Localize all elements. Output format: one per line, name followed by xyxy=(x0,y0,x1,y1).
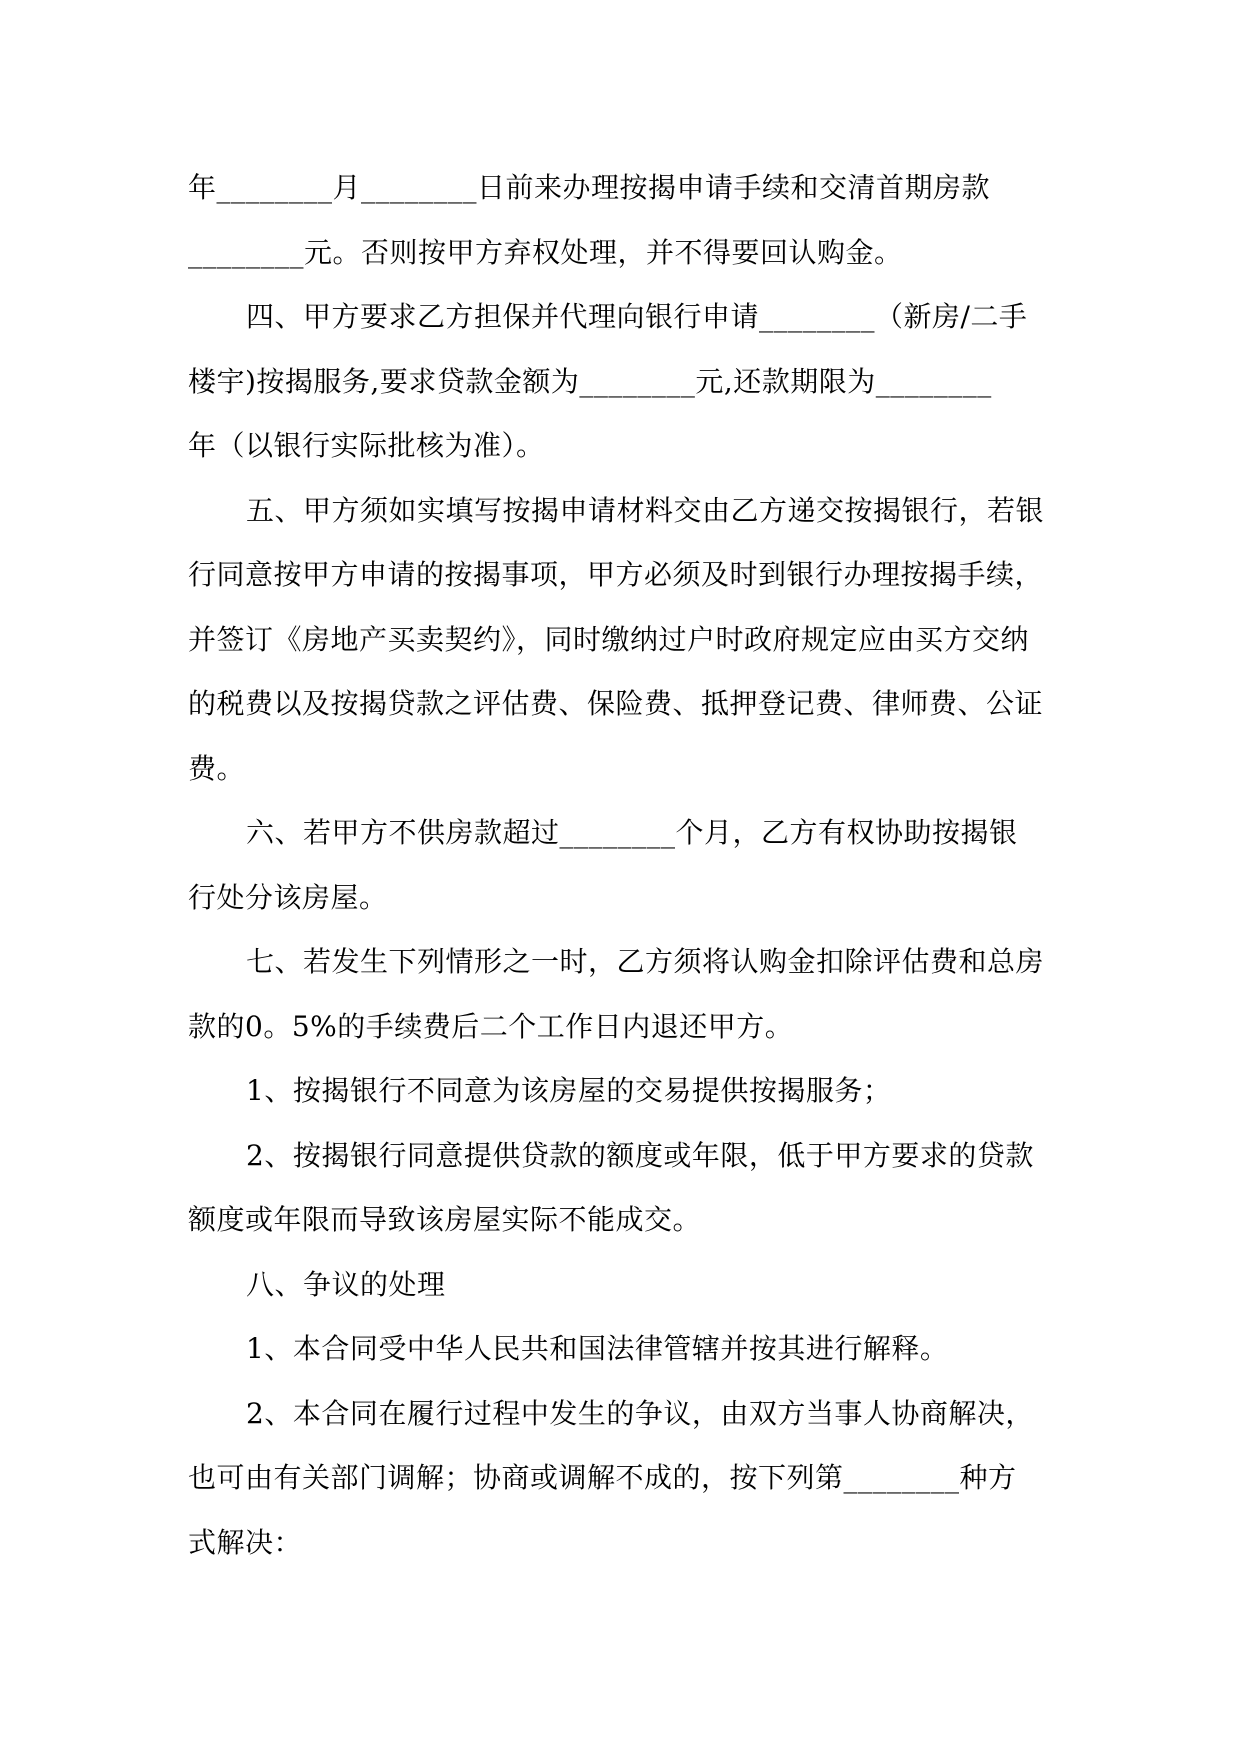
text-line: 楼宇)按揭服务,要求贷款金额为________元,还款期限为________ xyxy=(188,364,992,398)
text-line: 四、甲方要求乙方担保并代理向银行申请________（新房/二手 xyxy=(246,300,1028,333)
text-line: 年________月________日前来办理按揭申请手续和交清首期房款 xyxy=(188,171,991,204)
text-line: 行处分该房屋。 xyxy=(188,880,388,914)
contract-body xyxy=(188,156,1058,1575)
text-line: 也可由有关部门调解；协商或调解不成的，按下列第________种方 xyxy=(188,1461,1017,1494)
text-line: ________元。否则按甲方弃权处理，并不得要回认购金。 xyxy=(188,235,903,269)
text-line: 1、本合同受中华人民共和国法律管辖并按其进行解释。 xyxy=(246,1332,949,1365)
text-line: 五、甲方须如实填写按揭申请材料交由乙方递交按揭银行，若银 xyxy=(246,493,1045,527)
text-line: 额度或年限而导致该房屋实际不能成交。 xyxy=(188,1203,702,1236)
text-line: 七、若发生下列情形之一时，乙方须将认购金扣除评估费和总房 xyxy=(246,945,1045,978)
text-line: 六、若甲方不供房款超过________个月，乙方有权协助按揭银 xyxy=(246,816,1018,849)
text-line: 的税费以及按揭贷款之评估费、保险费、抵押登记费、律师费、公证 xyxy=(188,687,1044,720)
text-line: 2、本合同在履行过程中发生的争议，由双方当事人协商解决， xyxy=(246,1396,1034,1430)
text-line: 1、按揭银行不同意为该房屋的交易提供按揭服务； xyxy=(246,1074,892,1107)
text-line: 款的0。5%的手续费后二个工作日内退还甲方。 xyxy=(188,1009,794,1043)
text-line: 费。 xyxy=(188,751,246,785)
text-line: 2、按揭银行同意提供贷款的额度或年限，低于甲方要求的贷款 xyxy=(246,1138,1034,1172)
text-line: 并签订《房地产买卖契约》，同时缴纳过户时政府规定应由买方交纳 xyxy=(188,622,1030,656)
text-line: 行同意按甲方申请的按揭事项，甲方必须及时到银行办理按揭手续， xyxy=(188,558,1044,591)
text-line: 年（以银行实际批核为准）。 xyxy=(188,429,545,462)
text-line: 式解决： xyxy=(188,1525,303,1559)
text-line: 八、争议的处理 xyxy=(246,1267,446,1301)
